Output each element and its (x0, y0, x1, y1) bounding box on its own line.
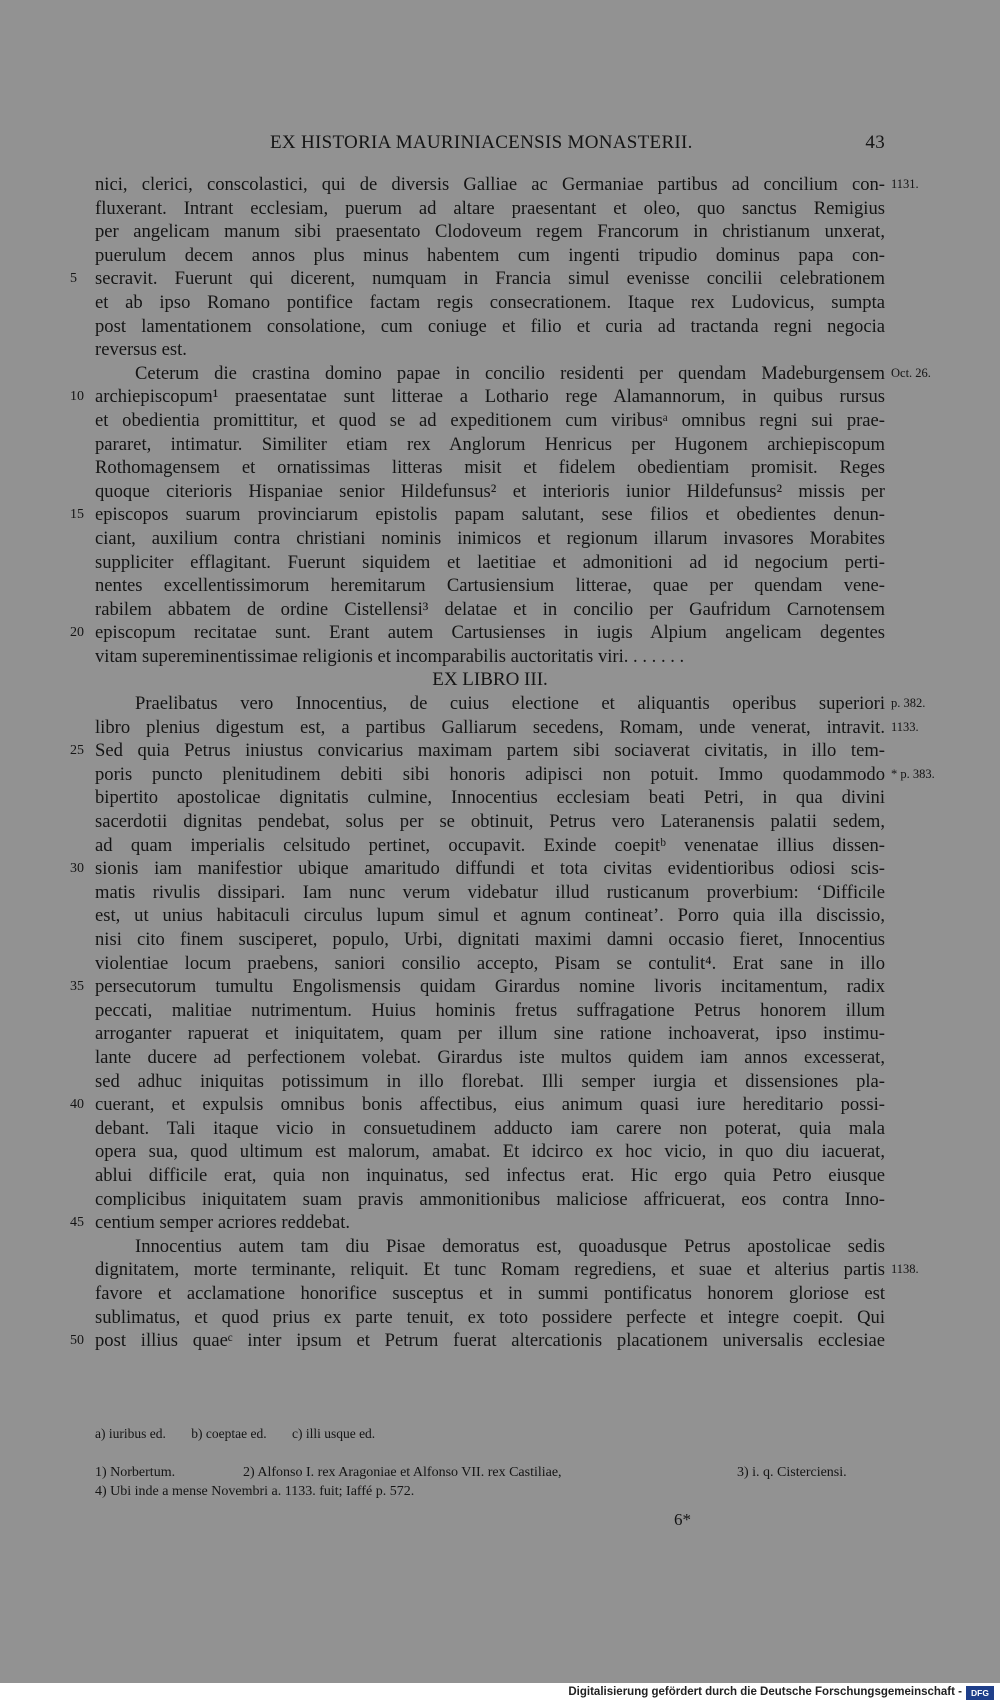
line-number: 50 (70, 1333, 84, 1349)
line-text: arroganter rapuerat et iniquitatem, quam per illum sine ratione inchoaverat, ipso instimu- (95, 1023, 885, 1045)
line-text: Praelibatus vero Innocentius, de cuius electione et aliquantis operibus superiori (135, 693, 885, 715)
line-text: nici, clerici, conscolastici, qui de diversis Galliae ac Germaniae partibus ad concilium con- (95, 174, 885, 195)
text-line (70, 267, 885, 291)
text-line (95, 1235, 885, 1259)
apparatus-note: c) illi usque ed. (291, 1426, 376, 1441)
text-line (95, 928, 885, 952)
text-line (95, 291, 885, 315)
line-text: lante ducere ad perfectionem volebat. Girardus iste multos quidem iam annos excesserat, (95, 1046, 885, 1068)
text-line (95, 1188, 885, 1212)
line-text: et ab ipso Romano pontifice factam regis consecrationem. Itaque rex Ludovicus, sumpta (95, 291, 885, 313)
line-text: ad quam imperialis celsitudo pertinet, occupavit. Exinde coepitᵇ venenatae illius dissen- (95, 834, 885, 856)
line-number: 25 (70, 743, 84, 759)
margin-note: * p. 383. (891, 766, 935, 781)
line-text: sublimatus, et quod prius ex parte tenuit, ex toto possidere perfecte et integre coepit. Qui (95, 1306, 885, 1328)
text-line (95, 1070, 885, 1094)
line-text: puerulum decem annos plus minus habentem cum ingenti tripudio dominus papa con- (95, 244, 885, 266)
line-text: ciant, auxilium contra christiani nominis inimicos et regionum illarum invasores Morabites (95, 527, 885, 549)
text-line (95, 433, 885, 457)
line-text: sionis iam manifestior ubique amaritudo diffundi et tota civitas evidentioribus odiosi scis- (95, 858, 885, 880)
line-text: peccati, malitiae nutrimentum. Huius hominis fretus suffragatione Petrus honorem illum (95, 999, 885, 1021)
text-line (70, 1211, 885, 1235)
text-line (95, 598, 885, 622)
line-text: suppliciter efflagitant. Fuerunt siquidem et laetitiae et admonitioni ad id negocium perti- (95, 551, 885, 573)
apparatus-note: a) iuribus ed. (95, 1426, 166, 1441)
text-line (95, 692, 926, 716)
text-line (95, 999, 885, 1023)
footnote-1: 1) Norbertum. (95, 1465, 176, 1480)
line-text: post lamentationem consolatione, cum coniuge et filio et curia ad tractanda regni negocia (95, 315, 885, 337)
line-text: fluxerant. Intrant ecclesiam, puerum ad altare praesentant et oleo, quo sanctus Remigius (95, 197, 885, 219)
text-line (95, 645, 885, 669)
page-number: 43 (865, 132, 885, 153)
line-text: vitam supereminentissimae religionis et incomparabilis auctoritatis viri. . . . . . . (95, 645, 685, 667)
text-line (95, 810, 885, 834)
text-line (70, 975, 885, 999)
digitization-footer (0, 1683, 1000, 1703)
line-text: bipertito apostolicae dignitatis culmine, Innocentius ecclesiam beati Petri, in qua divini (95, 787, 885, 809)
text-line (95, 480, 885, 504)
text-line (70, 1329, 885, 1353)
text-line (95, 551, 885, 575)
footnote-2: 2) Alfonso I. rex Aragoniae et Alfonso VII. rex Castiliae, (243, 1465, 562, 1480)
section-heading (95, 668, 885, 692)
line-text: debant. Tali itaque vicio in consuetudinem adducto iam carere non poterat, quia mala (95, 1117, 885, 1139)
line-text: episcopum recitatae sunt. Erant autem Cartusienses in iugis Alpium angelicam degentes (95, 622, 885, 644)
footnote-4: 4) Ubi inde a mense Novembri a. 1133. fuit; Iaffé p. 572. (95, 1484, 415, 1499)
line-text: est, ut unius habitaculi circulus lupum simul et agnum contineat’. Porro quia illa discissio, (95, 905, 885, 927)
line-text: secravit. Fuerunt qui dicerent, numquam in Francia simul evenisse concilii celebrationem (95, 268, 885, 290)
text-line (95, 1022, 885, 1046)
running-title: EX HISTORIA MAURINIACENSIS MONASTERII. (270, 132, 693, 153)
text-line (70, 1093, 885, 1117)
line-text: et obedientia promittitur, et quod se ad expeditionem cum viribusᵃ omnibus regni sui prae- (95, 409, 885, 431)
text-line (95, 1306, 885, 1330)
text-line (95, 786, 885, 810)
line-number: 20 (70, 625, 84, 641)
margin-note: 1133. (891, 719, 919, 734)
text-line (95, 904, 885, 928)
text-line (95, 315, 885, 339)
text-line (95, 338, 885, 362)
line-number: 30 (70, 861, 84, 877)
line-text: reversus est. (95, 339, 187, 361)
line-text: poris puncto plenitudinem debiti sibi honoris adipisci non potuit. Immo quodammodo (95, 763, 885, 785)
dfg-logo: DFG (966, 1686, 994, 1700)
line-number: 10 (70, 389, 84, 405)
apparatus-note: b) coeptae ed. (191, 1426, 267, 1441)
text-line (95, 574, 885, 598)
line-text: cuerant, et expulsis omnibus bonis affectibus, eius animum quasi iure hereditario possi- (95, 1094, 885, 1116)
line-text: centium semper acriores reddebat. (95, 1212, 351, 1234)
line-text: quoque citerioris Hispaniae senior Hildefunsus² et interioris iunior Hildefunsus² missis per (95, 480, 885, 502)
text-line (70, 739, 885, 763)
main-text (70, 173, 935, 1353)
footer-credit: Digitalisierung gefördert durch die Deutsche Forschungsgemeinschaft - (568, 1686, 962, 1698)
line-text: nisi cito finem susciperet, populo, Urbi, dignitati maximi damni occasio fieret, Innocentius (95, 929, 885, 950)
text-line (95, 220, 885, 244)
margin-note: 1138. (891, 1262, 919, 1277)
text-line (95, 244, 885, 268)
line-text: Sed quia Petrus iniustus convicarius maximam partem sibi sociaverat civitatis, in illo tem- (95, 740, 885, 762)
text-line (70, 857, 885, 881)
line-text: sed adhuc iniquitas potissimum in illo florebat. Illi semper iurgia et dissensiones pla- (95, 1070, 885, 1092)
footnotes (95, 1463, 885, 1501)
line-text: archiepiscopum¹ praesentatae sunt litterae a Lothario rege Alamannorum, in quibus rursus (95, 386, 885, 408)
line-text: per angelicam manum sibi praesentato Clodoveum regem Francorum in christianum unxerat, (95, 221, 885, 243)
line-number: 45 (70, 1215, 84, 1231)
margin-note: Oct. 26. (891, 365, 931, 380)
critical-apparatus (95, 1424, 885, 1444)
text-line (95, 1117, 885, 1141)
line-text: complicibus iniquitatem suam pravis ammonitionibus maliciose affricuerat, eos contra Inno- (95, 1188, 885, 1210)
text-line (95, 952, 885, 976)
line-text: libro plenius digestum est, a partibus Galliarum secedens, Romam, unde venerat, intravit. (95, 716, 885, 738)
text-line (95, 1282, 885, 1306)
text-line (95, 527, 885, 551)
line-text: opera sua, quod ultimum est malorum, amabat. Et idcirco ex hoc vicio, in quo diu iacuerat, (95, 1141, 885, 1163)
margin-note: 1131. (891, 177, 919, 191)
text-line (95, 881, 885, 905)
text-line (95, 1258, 919, 1282)
text-line (70, 503, 885, 527)
line-text: Innocentius autem tam diu Pisae demoratus est, quoadusque Petrus apostolicae sedis (135, 1235, 885, 1257)
text-line (95, 763, 935, 787)
text-line (95, 834, 885, 858)
text-line (70, 385, 885, 409)
text-line (95, 173, 919, 197)
line-text: violentiae locum praebens, saniori consilio accepto, Pisam se contulit⁴. Erat sane in illo (95, 952, 885, 974)
line-text: matis rivulis dissipari. Iam nunc verum videbatur illud rusticanum proverbium: ‘Difficile (95, 881, 885, 903)
line-number: 40 (70, 1097, 84, 1113)
margin-note: p. 382. (891, 696, 926, 711)
line-text: dignitatem, morte terminante, reliquit. Et tunc Romam regrediens, et suae et alterius partis (95, 1259, 885, 1281)
line-text: sacerdotii dignitas pendebat, solus per se obtinuit, Petrus vero Lateranensis palatii sedem, (95, 811, 885, 833)
line-number: 5 (70, 271, 77, 287)
line-text: rabilem abbatem de ordine Cistellensi³ delatae et in concilio per Gaufridum Carnotensem (95, 598, 885, 620)
text-line (95, 409, 885, 433)
signature-mark: 6* (674, 1510, 691, 1529)
line-number: 15 (70, 507, 84, 523)
text-line (95, 1140, 885, 1164)
text-line (95, 456, 885, 480)
line-text: episcopos suarum provinciarum epistolis papam salutant, sese filios et obedientes denun- (95, 504, 885, 526)
line-text: post illius quaeᶜ inter ipsum et Petrum fuerat altercationis placationem universalis ecclesiae (95, 1330, 885, 1352)
line-text: ablui difficile erat, quia non inquinatus, sed infectus erat. Hic ergo quia Petro eiusque (95, 1164, 885, 1186)
line-text: Ceterum die crastina domino papae in concilio residenti per quendam Madeburgensem (135, 362, 885, 384)
line-text: EX LIBRO III. (432, 669, 548, 691)
text-line (70, 621, 885, 645)
text-line (95, 1164, 885, 1188)
line-text: pararet, intimatur. Similiter etiam rex Anglorum Henricus per Hugonem archiepiscopum (95, 433, 885, 455)
line-number: 35 (70, 979, 84, 995)
line-text: persecutorum tumultu Engolismensis quidam Girardus nomine livoris incitamentum, radix (95, 976, 885, 998)
text-line (95, 362, 931, 386)
footnote-3: 3) i. q. Cisterciensi. (737, 1465, 847, 1480)
line-text: nentes excellentissimorum heremitarum Cartusiensium litterae, quae per quendam vene- (95, 575, 885, 597)
line-text: Rothomagensem et ornatissimas litteras misit et fidelem obedientiam promisit. Reges (95, 457, 885, 479)
text-line (95, 197, 885, 221)
text-line (95, 1046, 885, 1070)
text-line (95, 716, 919, 740)
line-text: favore et acclamatione honorifice susceptus et in summi pontificatus honorem gloriose est (95, 1282, 885, 1304)
